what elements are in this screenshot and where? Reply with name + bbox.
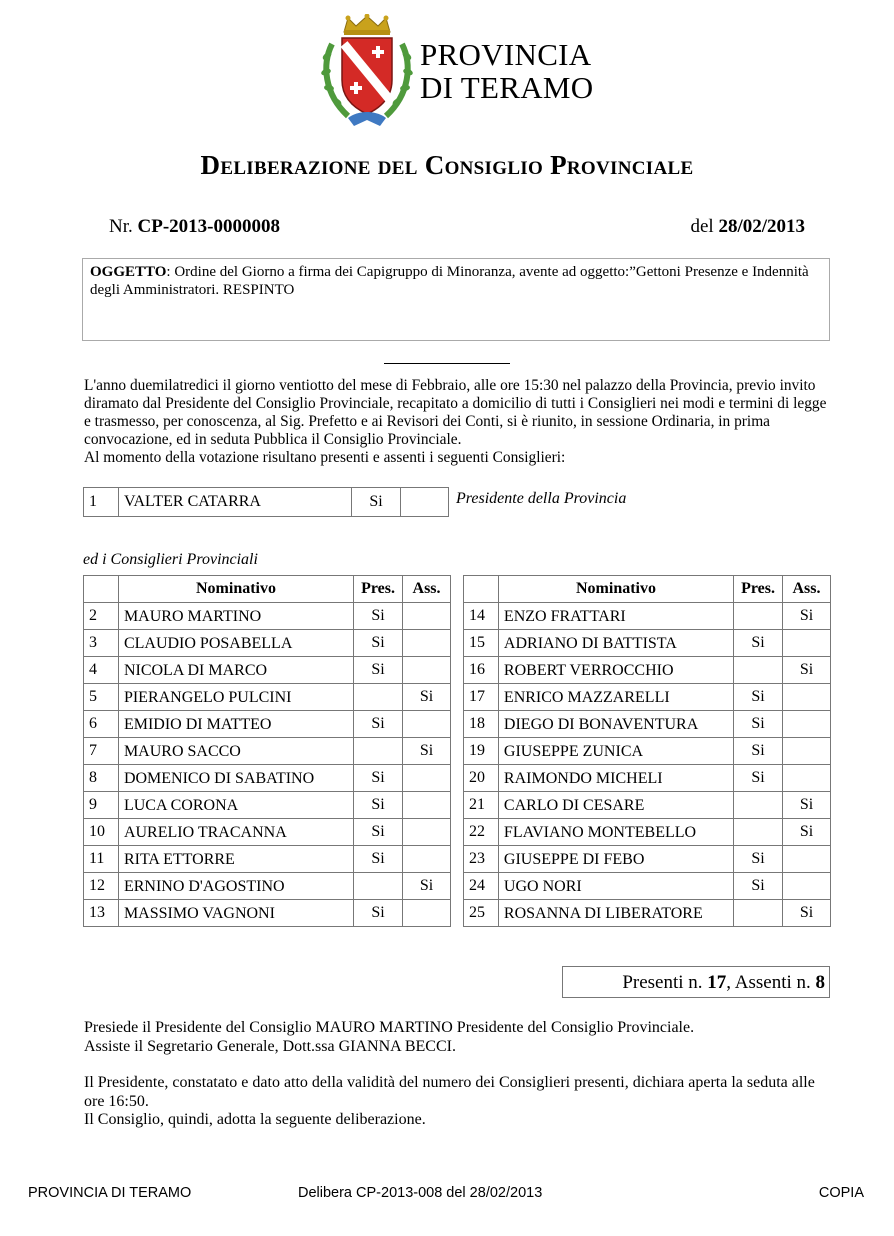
row-number: 12 — [84, 873, 119, 900]
row-present: Si — [734, 684, 783, 711]
row-present — [734, 819, 783, 846]
councillors-table-left — [83, 575, 451, 927]
row-number: 15 — [464, 630, 499, 657]
row-absent — [403, 846, 451, 873]
footer-organization: PROVINCIA DI TERAMO — [28, 1185, 192, 1201]
row-absent — [403, 711, 451, 738]
row-absent: Si — [783, 603, 831, 630]
closing-line-adopt: Il Consiglio, quindi, adotta la seguente deliberazione. — [84, 1111, 426, 1128]
table-row — [464, 657, 831, 684]
table-row — [84, 488, 449, 517]
row-present: Si — [354, 765, 403, 792]
header-num — [464, 576, 499, 603]
table-row — [84, 711, 451, 738]
row-number: 23 — [464, 846, 499, 873]
row-name: CARLO DI CESARE — [498, 792, 733, 819]
row-number: 4 — [84, 657, 119, 684]
row-absent: Si — [783, 900, 831, 927]
councillors-table-right — [463, 575, 831, 927]
assenti-count: 8 — [815, 972, 825, 993]
row-absent — [783, 873, 831, 900]
presenti-label: Presenti n. — [622, 972, 703, 993]
row-name: MAURO MARTINO — [118, 603, 353, 630]
row-present: Si — [354, 657, 403, 684]
row-name: DIEGO DI BONAVENTURA — [498, 711, 733, 738]
row-number: 20 — [464, 765, 499, 792]
row-number: 22 — [464, 819, 499, 846]
table-row — [464, 684, 831, 711]
row-name: ERNINO D'AGOSTINO — [118, 873, 353, 900]
row-absent — [403, 819, 451, 846]
row-name: RAIMONDO MICHELI — [498, 765, 733, 792]
table-row — [84, 900, 451, 927]
table-row — [464, 765, 831, 792]
row-number: 5 — [84, 684, 119, 711]
row-number: 13 — [84, 900, 119, 927]
row-present — [354, 738, 403, 765]
row-present: Si — [734, 738, 783, 765]
row-name: LUCA CORONA — [118, 792, 353, 819]
table-row — [464, 603, 831, 630]
row-absent — [403, 630, 451, 657]
deliberation-number — [109, 216, 280, 238]
row-name: UGO NORI — [498, 873, 733, 900]
table-row — [84, 603, 451, 630]
date-label: del — [690, 216, 714, 237]
row-absent: Si — [403, 738, 451, 765]
row-name: RITA ETTORRE — [118, 846, 353, 873]
right-table-body — [464, 603, 831, 927]
row-absent — [403, 657, 451, 684]
row-name: GIUSEPPE DI FEBO — [498, 846, 733, 873]
row-name: ADRIANO DI BATTISTA — [498, 630, 733, 657]
table-header-row — [464, 576, 831, 603]
table-row — [464, 819, 831, 846]
row-present: Si — [354, 630, 403, 657]
date-value: 28/02/2013 — [718, 216, 805, 237]
row-number: 24 — [464, 873, 499, 900]
intro-text — [84, 377, 836, 467]
subject-box — [82, 258, 830, 341]
row-present: Si — [354, 792, 403, 819]
table-row — [464, 792, 831, 819]
table-row — [464, 711, 831, 738]
row-absent — [403, 603, 451, 630]
row-absent — [783, 711, 831, 738]
row-present: Si — [734, 765, 783, 792]
header-pres: Pres. — [734, 576, 783, 603]
organization-name — [420, 38, 594, 104]
table-row — [464, 846, 831, 873]
row-number: 18 — [464, 711, 499, 738]
header-name: Nominativo — [118, 576, 353, 603]
row-name: PIERANGELO PULCINI — [118, 684, 353, 711]
row-name: CLAUDIO POSABELLA — [118, 630, 353, 657]
row-name: DOMENICO DI SABATINO — [118, 765, 353, 792]
intro-attendance-line: Al momento della votazione risultano presenti e assenti i seguenti Consiglieri: — [84, 449, 566, 466]
table-row — [84, 657, 451, 684]
row-number: 25 — [464, 900, 499, 927]
president-role: Presidente della Provincia — [456, 490, 627, 507]
left-table-body — [84, 603, 451, 927]
row-absent — [783, 738, 831, 765]
row-number: 2 — [84, 603, 119, 630]
table-row — [464, 900, 831, 927]
table-row — [84, 819, 451, 846]
row-name: ENZO FRATTARI — [498, 603, 733, 630]
row-absent — [401, 488, 449, 517]
table-row — [84, 873, 451, 900]
row-name: ROSANNA DI LIBERATORE — [498, 900, 733, 927]
row-number: 17 — [464, 684, 499, 711]
row-absent: Si — [403, 684, 451, 711]
row-absent — [783, 765, 831, 792]
presenti-count: 17 — [707, 972, 727, 993]
row-name: MAURO SACCO — [118, 738, 353, 765]
province-coat-of-arms-logo — [318, 14, 416, 134]
row-absent — [403, 900, 451, 927]
org-name-line1: PROVINCIA — [420, 37, 592, 72]
attendance-totals — [562, 966, 830, 998]
row-present — [734, 603, 783, 630]
table-row — [84, 792, 451, 819]
row-number: 10 — [84, 819, 119, 846]
row-name: ENRICO MAZZARELLI — [498, 684, 733, 711]
table-row — [464, 873, 831, 900]
subject-label: OGGETTO — [90, 264, 167, 280]
row-name: ROBERT VERROCCHIO — [498, 657, 733, 684]
row-present — [734, 792, 783, 819]
row-present: Si — [734, 873, 783, 900]
row-name: VALTER CATARRA — [119, 488, 352, 517]
document-title: Deliberazione del Consiglio Provinciale — [200, 150, 694, 180]
nr-label: Nr. — [109, 216, 133, 237]
subject-text: : Ordine del Giorno a firma dei Capigruppo di Minoranza, avente ad oggetto:”Gettoni Presenze e Indennità degli Amministratori. RESPINTO — [90, 264, 809, 298]
separator-line — [384, 363, 510, 364]
row-present: Si — [354, 846, 403, 873]
row-number: 8 — [84, 765, 119, 792]
row-number: 19 — [464, 738, 499, 765]
row-number: 11 — [84, 846, 119, 873]
row-absent — [783, 630, 831, 657]
row-present: Si — [354, 711, 403, 738]
row-absent: Si — [783, 792, 831, 819]
row-present: Si — [734, 630, 783, 657]
row-present: Si — [734, 846, 783, 873]
row-number: 7 — [84, 738, 119, 765]
row-present — [354, 684, 403, 711]
table-row — [84, 738, 451, 765]
closing-line-president: Presiede il Presidente del Consiglio MAURO MARTINO Presidente del Consiglio Provinciale. — [84, 1019, 695, 1036]
row-present: Si — [734, 711, 783, 738]
closing-line-secretary: Assiste il Segretario Generale, Dott.ssa GIANNA BECCI. — [84, 1037, 456, 1055]
councillors-label: ed i Consiglieri Provinciali — [83, 551, 258, 568]
row-number: 16 — [464, 657, 499, 684]
table-row — [84, 846, 451, 873]
org-name-line2: DI TERAMO — [420, 70, 594, 105]
closing-line-validity: Il Presidente, constatato e dato atto della validità del numero dei Consiglieri presenti, dichiara aperta la seduta alle ore 16:50. — [84, 1074, 815, 1110]
table-row — [84, 630, 451, 657]
deliberation-date — [690, 216, 805, 238]
row-present: Si — [354, 900, 403, 927]
row-present — [734, 900, 783, 927]
row-present — [354, 873, 403, 900]
row-name: NICOLA DI MARCO — [118, 657, 353, 684]
row-present: Si — [352, 488, 401, 517]
table-row — [84, 684, 451, 711]
header-pres: Pres. — [354, 576, 403, 603]
table-header-row — [84, 576, 451, 603]
row-absent — [403, 792, 451, 819]
header-name: Nominativo — [498, 576, 733, 603]
table-row — [464, 630, 831, 657]
intro-paragraph: L'anno duemilatredici il giorno ventiotto del mese di Febbraio, alle ore 15:30 nel palazzo della Provincia, previo invito diramato dal Presidente del Consiglio Provinciale, recapitato a domicilio di tutti i Consiglieri nei modi e termini di legge e trasmesso, per conoscenza, al Sig. Prefetto e ai Revisori dei Conti, si è riunito, in sessione Ordinaria, in prima convocazione, ed in seduta Pubblica il Consiglio Provinciale. — [84, 377, 827, 448]
footer-document-ref: Delibera CP-2013-008 del 28/02/2013 — [298, 1185, 543, 1201]
row-name: EMIDIO DI MATTEO — [118, 711, 353, 738]
president-row-table — [83, 487, 449, 517]
row-name: GIUSEPPE ZUNICA — [498, 738, 733, 765]
row-number: 6 — [84, 711, 119, 738]
row-number: 14 — [464, 603, 499, 630]
footer-copy-mark: COPIA — [818, 1185, 864, 1201]
table-row — [84, 765, 451, 792]
nr-value: CP-2013-0000008 — [137, 216, 280, 237]
table-row — [464, 738, 831, 765]
header-ass: Ass. — [783, 576, 831, 603]
row-absent: Si — [403, 873, 451, 900]
row-name: MASSIMO VAGNONI — [118, 900, 353, 927]
row-number: 21 — [464, 792, 499, 819]
row-present — [734, 657, 783, 684]
row-name: FLAVIANO MONTEBELLO — [498, 819, 733, 846]
row-absent — [783, 684, 831, 711]
row-number: 1 — [84, 488, 119, 517]
assenti-label: , Assenti n. — [726, 972, 811, 993]
header-num — [84, 576, 119, 603]
header-ass: Ass. — [403, 576, 451, 603]
closing-text — [84, 1019, 836, 1130]
row-absent — [783, 846, 831, 873]
row-number: 3 — [84, 630, 119, 657]
row-absent: Si — [783, 819, 831, 846]
row-present: Si — [354, 819, 403, 846]
row-name: AURELIO TRACANNA — [118, 819, 353, 846]
row-absent: Si — [783, 657, 831, 684]
row-absent — [403, 765, 451, 792]
row-present: Si — [354, 603, 403, 630]
row-number: 9 — [84, 792, 119, 819]
